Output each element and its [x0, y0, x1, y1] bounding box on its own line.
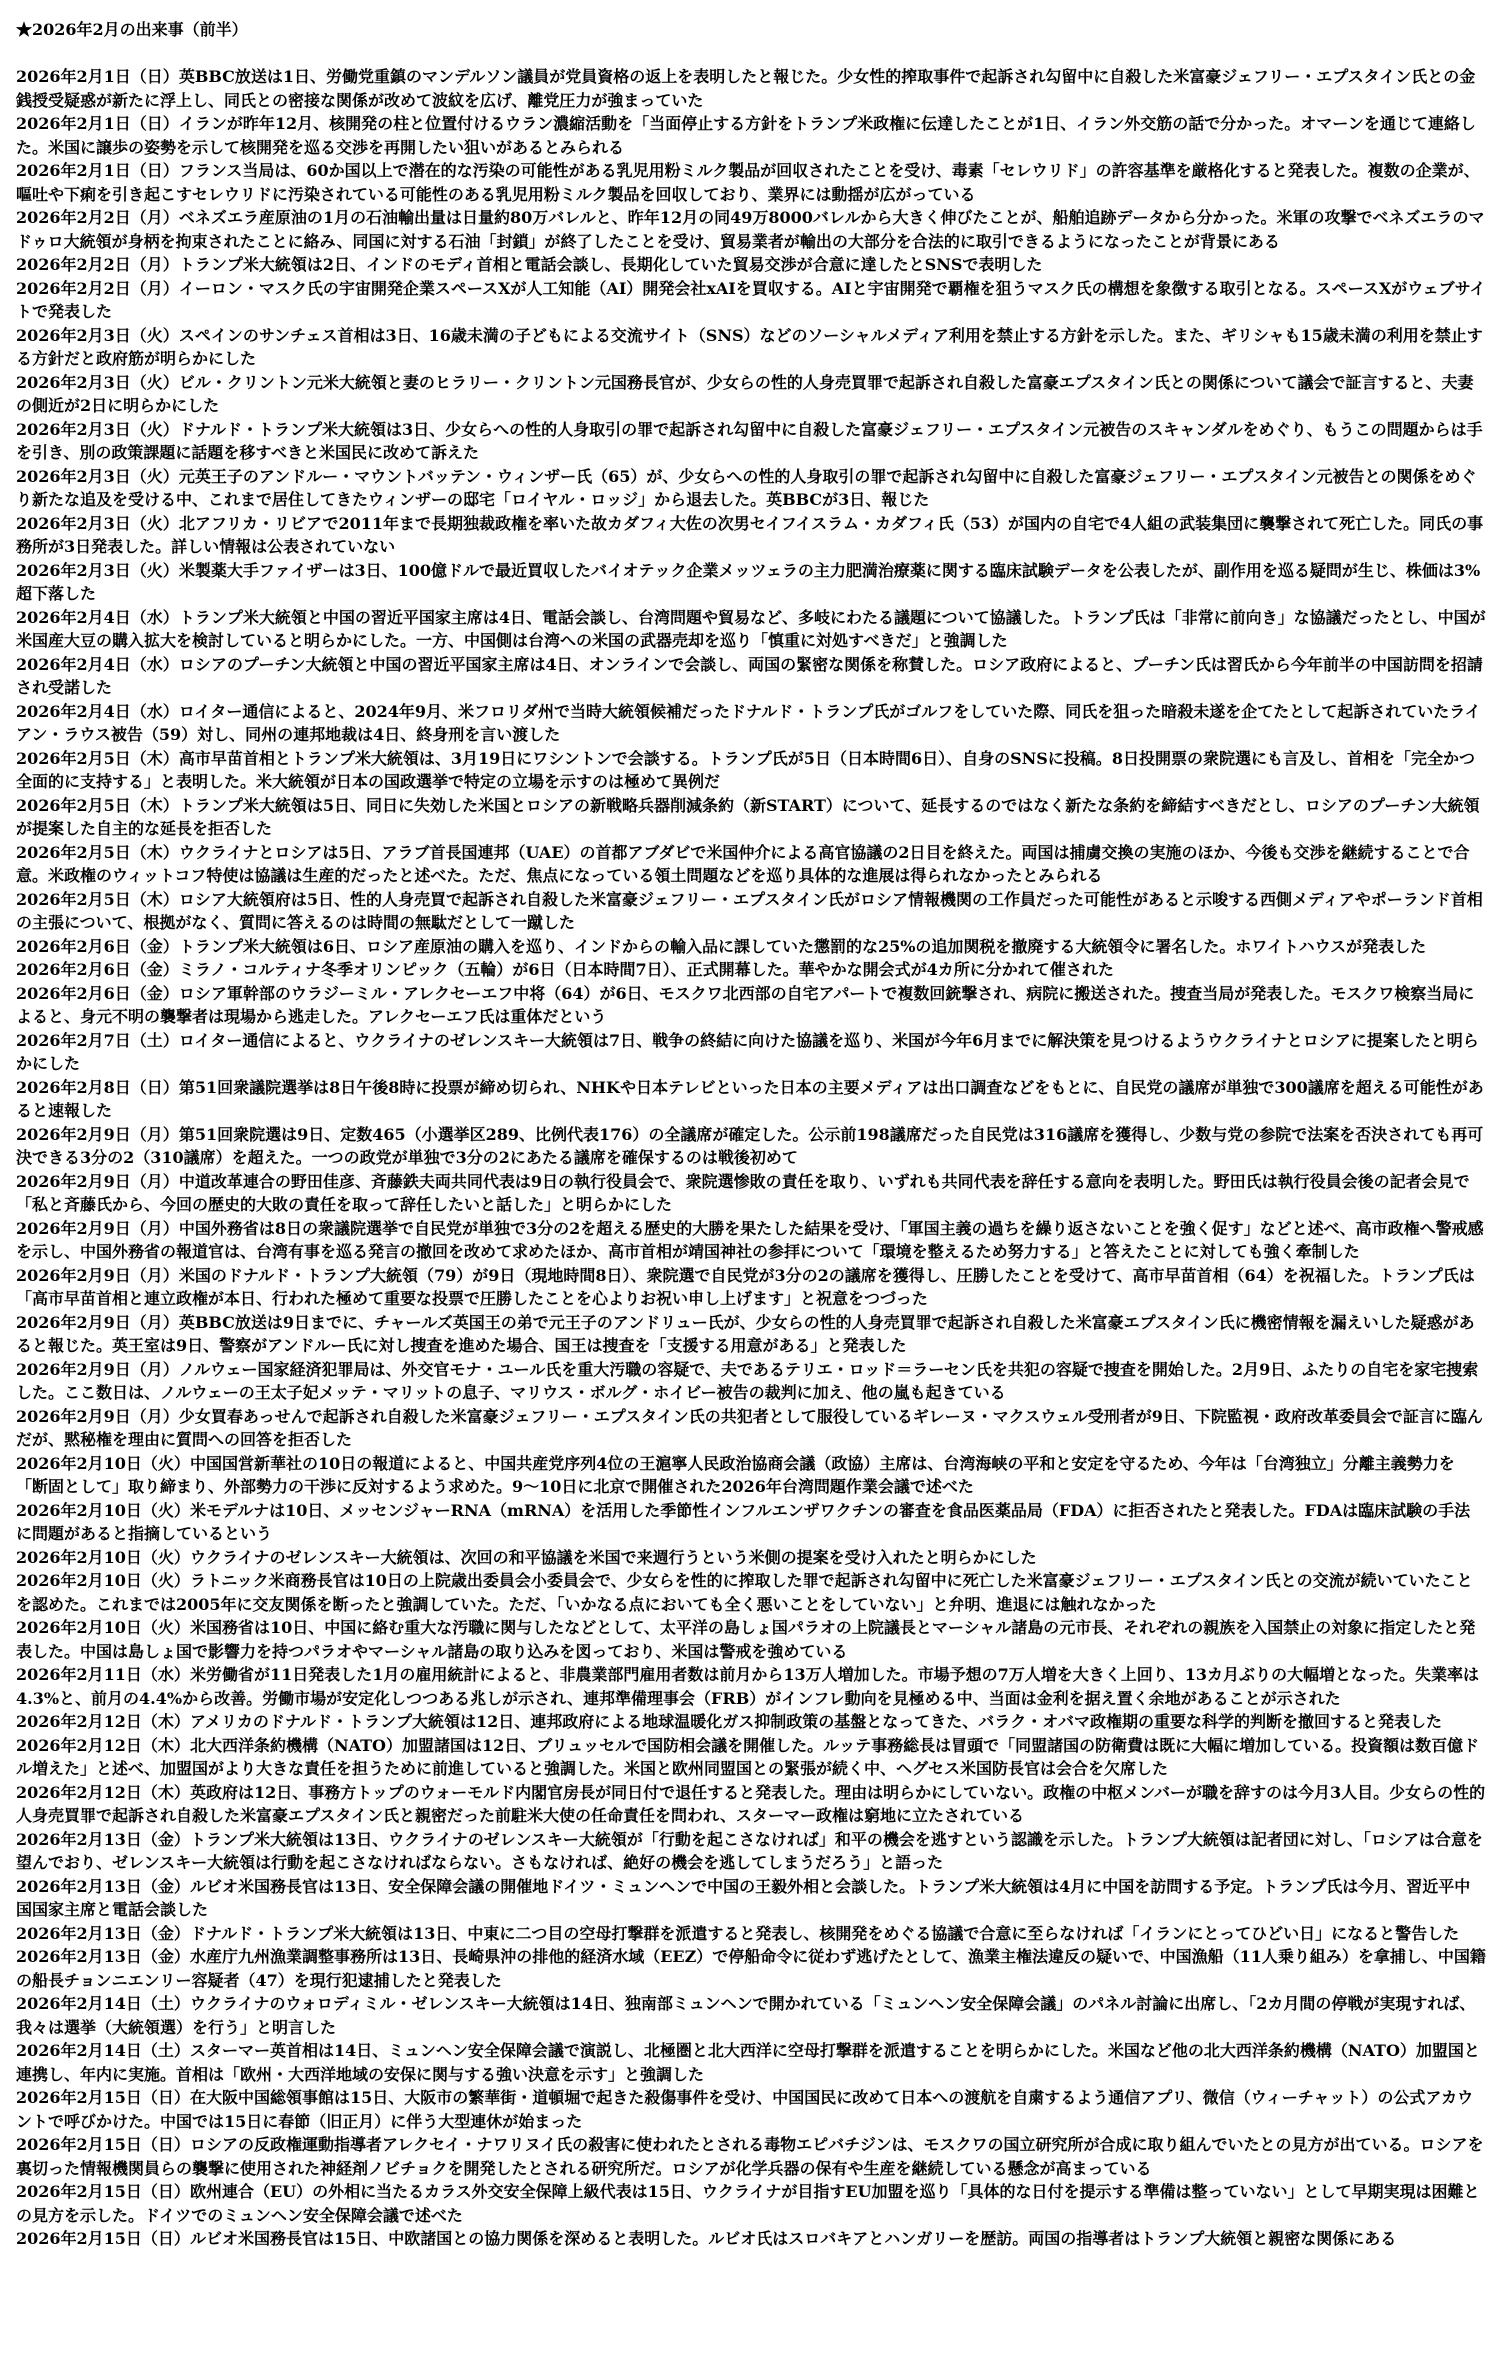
- event-entry: [16, 1992, 1486, 2039]
- event-entry: [16, 2180, 1486, 2227]
- event-entry: [16, 1875, 1486, 1922]
- event-text: 米製薬大手ファイザーは3日、100億ドルで最近買収したバイオテック企業メッツェラの主力肥満治療薬に関する臨床試験データを公表したが、副作用を巡る疑問が生じ、株価は3%超下落した: [16, 560, 1481, 603]
- event-entry: [16, 958, 1486, 982]
- event-date: 2026年2月14日（土）: [16, 1994, 190, 2013]
- event-date: 2026年2月5日（木）: [16, 748, 179, 768]
- event-date: 2026年2月5日（木）: [16, 842, 179, 862]
- event-text: ラトニック米商務長官は10日の上院歳出委員会小委員会で、少女らを性的に搾取した罪で起訴され勾留中に死亡した米富豪ジェフリー・エプスタイン氏との交流が続いていたことを認めた。これまでは2005年に交友関係を断ったと強調していた。ただ、「いかなる点においても全く悪いことをしていない」と弁明、進退には触れなかった: [16, 1571, 1473, 1614]
- event-entry: [16, 888, 1486, 935]
- event-entry: [16, 1945, 1486, 1992]
- event-entry: [16, 1452, 1486, 1499]
- event-entry: [16, 1123, 1486, 1170]
- event-date: 2026年2月2日（月）: [16, 278, 179, 298]
- event-text: ルビオ米国務長官は13日、安全保障会議の開催地ドイツ・ミュンヘンで中国の王毅外相と会談した。トランプ米大統領は4月に中国を訪問する予定。トランプ氏は今月、習近平中国国家主席と電話会談した: [16, 1876, 1471, 1919]
- event-entry: [16, 935, 1486, 959]
- event-date: 2026年2月12日（木）: [16, 1735, 190, 1755]
- event-date: 2026年2月9日（月）: [16, 1171, 179, 1191]
- event-date: 2026年2月4日（水）: [16, 607, 179, 627]
- event-text: アメリカのドナルド・トランプ大統領は12日、連邦政府による地球温暖化ガス抑制政策の基盤となってきた、バラク・オバマ政権期の重要な科学的判断を撤回すると発表した: [189, 1712, 1442, 1731]
- event-entry: [16, 1499, 1486, 1546]
- event-text: 米モデルナは10日、メッセンジャーRNA（mRNA）を活用した季節性インフルエンザワクチンの審査を食品医薬品局（FDA）に拒否されたと発表した。FDAは臨床試験の手法に問題があると指摘しているという: [16, 1500, 1471, 1543]
- event-text: 水産庁九州漁業調整事務所は13日、長崎県沖の排他的経済水域（EEZ）で停船命令に従わず逃げたとして、漁業主権法違反の疑いで、中国漁船（11人乗り組み）を拿捕し、中国籍の船長チョンニエンリー容疑者（47）を現行犯逮捕したと発表した: [16, 1947, 1486, 1990]
- event-entry: [16, 2086, 1486, 2133]
- page-title: ★2026年2月の出来事（前半）: [16, 20, 248, 39]
- event-date: 2026年2月13日（金）: [16, 1947, 190, 1966]
- event-entry: [16, 324, 1486, 371]
- event-text: ノルウェー国家経済犯罪局は、外交官モナ・ユール氏を重大汚職の容疑で、夫であるテリエ・ロッド＝ラーセン氏を共犯の容疑で捜査を開始した。2月9日、ふたりの自宅を家宅捜索した。ここ数日は、ノルウェーの王太子妃メッテ・マリットの息子、マリウス・ボルグ・ホイビー被告の裁判に加え、他の嵐も起きている: [16, 1359, 1479, 1402]
- event-text: ドナルド・トランプ米大統領は13日、中東に二つ目の空母打撃群を派遣すると発表し、核開発をめぐる協議で合意に至らなければ「イランにとってひどい日」になると警告した: [189, 1923, 1460, 1943]
- event-entry: [16, 1616, 1486, 1663]
- event-date: 2026年2月6日（金）: [16, 983, 179, 1003]
- event-date: 2026年2月1日（日）: [16, 67, 179, 86]
- event-entry: [16, 65, 1486, 112]
- event-date: 2026年2月6日（金）: [16, 936, 179, 956]
- event-date: 2026年2月7日（土）: [16, 1030, 179, 1050]
- event-date: 2026年2月4日（水）: [16, 701, 179, 721]
- event-text: 北大西洋条約機構（NATO）加盟諸国は12日、ブリュッセルで国防相会議を開催した。ルッテ事務総長は冒頭で「同盟諸国の防衛費は既に大幅に増加している。投資額は数百億ドル増えた」と述べ、加盟国がより大きな責任を担うために前進していると強調した。米国と欧州同盟国との緊張が続く中、ヘグセス米国防長官は会合を欠席した: [16, 1735, 1480, 1778]
- event-text: スペインのサンチェス首相は3日、16歳未満の子どもによる交流サイト（SNS）などのソーシャルメディア利用を禁止する方針を示した。また、ギリシャも15歳未満の利用を禁止する方針だと政府筋が明らかにした: [16, 325, 1483, 368]
- event-text: イランが昨年12月、核開発の柱と位置付けるウラン濃縮活動を「当面停止する方針をトランプ米政権に伝達したことが1日、イラン外交筋の話で分かった。オマーンを通じて連絡した。米国に譲歩の姿勢を示して核開発を巡る交渉を再開したい狙いがあるとみられる: [16, 114, 1476, 157]
- event-date: 2026年2月9日（月）: [16, 1218, 179, 1238]
- event-entry: [16, 2039, 1486, 2086]
- event-entry: [16, 2227, 1486, 2251]
- event-entry: [16, 1217, 1486, 1264]
- event-entry: [16, 1781, 1486, 1828]
- event-entry: [16, 1922, 1486, 1946]
- event-date: 2026年2月13日（金）: [16, 1829, 190, 1849]
- event-date: 2026年2月11日（水）: [16, 1665, 190, 1684]
- event-entry: [16, 653, 1486, 700]
- event-date: 2026年2月9日（月）: [16, 1265, 179, 1285]
- event-text: トランプ米大統領は6日、ロシア産原油の購入を巡り、インドからの輸入品に課していた懲罰的な25%の追加関税を撤廃する大統領令に署名した。ホワイトハウスが発表した: [178, 936, 1427, 956]
- event-entry: [16, 1663, 1486, 1710]
- event-entry: [16, 1076, 1486, 1123]
- event-date: 2026年2月3日（火）: [16, 466, 179, 486]
- event-text: 米国務省は10日、中国に絡む重大な汚職に関与したなどとして、太平洋の島しょ国パラオの上院議長とマーシャル諸島の元市長、それぞれの親族を入国禁止の対象に指定したと発表した。中国は島しょ国で影響力を持つパラオやマーシャル諸島の取り込みを図っており、米国は警戒を強めている: [16, 1618, 1476, 1661]
- event-entry: [16, 512, 1486, 559]
- event-date: 2026年2月3日（火）: [16, 419, 179, 439]
- event-text: トランプ米大統領は2日、インドのモディ首相と電話会談し、長期化していた貿易交渉が合意に達したとSNSで表明した: [178, 255, 1043, 274]
- event-date: 2026年2月15日（日）: [16, 2135, 190, 2154]
- event-date: 2026年2月9日（月）: [16, 1359, 179, 1379]
- event-entry: [16, 159, 1486, 206]
- event-date: 2026年2月15日（日）: [16, 2088, 190, 2107]
- event-date: 2026年2月2日（月）: [16, 208, 179, 227]
- event-text: トランプ米大統領と中国の習近平国家主席は4日、電話会談し、台湾問題や貿易など、多岐にわたる議題について協議した。トランプ氏は「非常に前向き」な協議だったとし、中国が米国産大豆の購入拡大を検討していると明らかにした。一方、中国側は台湾への米国の武器売却を巡り「慎重に対処すべきだ」と強調した: [16, 607, 1486, 650]
- event-date: 2026年2月6日（金）: [16, 960, 179, 979]
- event-date: 2026年2月9日（月）: [16, 1312, 179, 1332]
- event-entry: [16, 1405, 1486, 1452]
- event-text: イーロン・マスク氏の宇宙開発企業スペースXが人工知能（AI）開発会社xAIを買収する。AIと宇宙開発で覇権を狙うマスク氏の構想を象徴する取引となる。スペースXがウェブサイトで発表した: [16, 278, 1486, 321]
- event-text: ロシアのプーチン大統領と中国の習近平国家主席は4日、オンラインで会談し、両国の緊密な関係を称賛した。ロシア政府によると、プーチン氏は習氏から今年前半の中国訪問を招請され受諾した: [16, 654, 1483, 697]
- event-entry: [16, 1311, 1486, 1358]
- event-entry: [16, 841, 1486, 888]
- event-text: 第51回衆議院選挙は8日午後8時に投票が締め切られ、NHKや日本テレビといった日本の主要メディアは出口調査などをもとに、自民党の議席が単独で300議席を超える可能性があると速報した: [16, 1077, 1484, 1120]
- event-text: 高市早苗首相とトランプ米大統領は、3月19日にワシントンで会談する。トランプ氏が5日（日本時間6日）、自身のSNSに投稿。8日投開票の衆院選にも言及し、首相を「完全かつ全面的に支持する」と表明した。米大統領が日本の国政選挙で特定の立場を示すのは極めて異例だ: [16, 748, 1475, 791]
- event-entry: [16, 1170, 1486, 1217]
- event-date: 2026年2月15日（日）: [16, 2182, 190, 2201]
- event-entry: [16, 277, 1486, 324]
- event-entry: [16, 1358, 1486, 1405]
- event-text: トランプ米大統領は5日、同日に失効した米国とロシアの新戦略兵器削減条約（新START）について、延長するのではなく新たな条約を締結すべきだとし、ロシアのプーチン大統領が提案した自主的な延長を拒否した: [16, 795, 1480, 838]
- event-date: 2026年2月10日（火）: [16, 1618, 190, 1637]
- event-text: ウクライナのゼレンスキー大統領は、次回の和平協議を米国で来週行うという米側の提案を受け入れたと明らかにした: [189, 1547, 1037, 1567]
- event-entry: [16, 1546, 1486, 1570]
- event-date: 2026年2月9日（月）: [16, 1124, 179, 1144]
- event-text: 米労働省が11日発表した1月の雇用統計によると、非農業部門雇用者数は前月から13万人増加した。市場予想の7万人増を大きく上回り、13カ月ぶりの大幅増となった。失業率は4.3%と、前月の4.4%から改善。労働市場が安定化しつつある兆しが示され、連邦準備理事会（FRB）がインフレ動向を見極める中、当面は金利を据え置く余地があることが示された: [16, 1665, 1480, 1708]
- event-entry: [16, 206, 1486, 253]
- event-text: ロイター通信によると、ウクライナのゼレンスキー大統領は7日、戦争の終結に向けた協議を巡り、米国が今年6月までに解決策を見つけるようウクライナとロシアに提案したと明らかにした: [16, 1030, 1479, 1073]
- event-date: 2026年2月8日（日）: [16, 1077, 179, 1097]
- event-entry: [16, 1828, 1486, 1875]
- event-date: 2026年2月13日（金）: [16, 1876, 190, 1896]
- event-text: フランス当局は、60か国以上で潜在的な汚染の可能性がある乳児用粉ミルク製品が回収されたことを受け、毒素「セレウリド」の許容基準を厳格化すると発表した。複数の企業が、嘔吐や下痢を引き起こすセレウリドに汚染されている可能性のある乳児用粉ミルク製品を回収しており、業界には動揺が広がっている: [16, 161, 1480, 204]
- event-date: 2026年2月10日（火）: [16, 1500, 190, 1520]
- event-entry: [16, 465, 1486, 512]
- event-entry: [16, 794, 1486, 841]
- event-list: [16, 65, 1486, 2251]
- event-entry: [16, 559, 1486, 606]
- event-text: 中道改革連合の野田佳彦、斉藤鉄夫両共同代表は9日の執行役員会で、衆院選惨敗の責任を取り、いずれも共同代表を辞任する意向を表明した。野田氏は執行役員会後の記者会見で「私と斉藤氏から、今回の歴史的大敗の責任を取って辞任したいと話した」と明らかにした: [16, 1171, 1470, 1214]
- event-text: トランプ米大統領は13日、ウクライナのゼレンスキー大統領が「行動を起こさなければ」和平の機会を逃すという認識を示した。トランプ大統領は記者団に対し、「ロシアは合意を望んでおり、ゼレンスキー大統領は行動を起こさなければならない。さもなければ、絶好の機会を逃してしまうだろう」と語った: [16, 1829, 1483, 1872]
- event-date: 2026年2月5日（木）: [16, 889, 179, 909]
- event-date: 2026年2月12日（木）: [16, 1712, 190, 1731]
- event-date: 2026年2月5日（木）: [16, 795, 179, 815]
- event-entry: [16, 1264, 1486, 1311]
- event-text: 英BBC放送は9日までに、チャールズ英国王の弟で元王子のアンドリュー氏が、少女らの性的人身売買罪で起訴され自殺した米富豪エプスタイン氏に機密情報を漏えいした疑惑があると報じた。英王室は9日、警察がアンドルー氏に対し捜査を進めた場合、国王は捜査を「支援する用意がある」と発表した: [16, 1312, 1475, 1355]
- event-text: 英BBC放送は1日、労働党重鎮のマンデルソン議員が党員資格の返上を表明したと報じた。少女性的搾取事件で起訴され勾留中に自殺した米富豪ジェフリー・エプスタイン氏との金銭授受疑惑が新たに浮上し、同氏との密接な関係が改めて波紋を広げ、離党圧力が強まっていた: [16, 67, 1476, 110]
- event-entry: [16, 418, 1486, 465]
- event-date: 2026年2月3日（火）: [16, 513, 179, 533]
- event-text: 北アフリカ・リビアで2011年まで長期独裁政権を率いた故カダフィ大佐の次男セイフイスラム・カダフィ氏（53）が国内の自宅で4人組の武装集団に襲撃されて死亡した。同氏の事務所が3日発表した。詳しい情報は公表されていない: [16, 513, 1484, 556]
- event-date: 2026年2月3日（火）: [16, 372, 179, 392]
- event-date: 2026年2月13日（金）: [16, 1923, 190, 1943]
- event-date: 2026年2月4日（水）: [16, 654, 179, 674]
- event-entry: [16, 1029, 1486, 1076]
- event-entry: [16, 1734, 1486, 1781]
- event-text: 中国国営新華社の10日の報道によると、中国共産党序列4位の王滬寧人民政治協商会議（政協）主席は、台湾海峡の平和と安定を守るため、今年は「台湾独立」分離主義勢力を「断固として」取り締まり、外部勢力の干渉に反対するよう求めた。9～10日に北京で開催された2026年台湾問題作業会議で述べた: [16, 1453, 1455, 1496]
- event-text: ロシアの反政権運動指導者アレクセイ・ナワリヌイ氏の殺害に使われたとされる毒物エピバチジンは、モスクワの国立研究所が合成に取り組んでいたとの見方が出ている。ロシアを裏切った情報機関員らの襲撃に使用された神経剤ノビチョクを開発したとされる研究所だ。ロシアが化学兵器の保有や生産を継続している懸念が高まっている: [16, 2135, 1484, 2178]
- event-text: スターマー英首相は14日、ミュンヘン安全保障会議で演説し、北極圏と北大西洋に空母打撃群を派遣することを明らかにした。米国など他の北大西洋条約機構（NATO）加盟国と連携し、年内に実施。首相は「欧州・大西洋地域の安保に関与する強い決意を示す」と強調した: [16, 2041, 1480, 2084]
- event-text: 少女買春あっせんで起訴され自殺した米富豪ジェフリー・エプスタイン氏の共犯者として服役しているギレーヌ・マクスウェル受刑者が9日、下院監視・政府改革委員会で証言に臨んだが、黙秘権を理由に質問への回答を拒否した: [16, 1406, 1483, 1449]
- event-entry: [16, 2133, 1486, 2180]
- event-date: 2026年2月14日（土）: [16, 2041, 190, 2060]
- event-text: ロシア軍幹部のウラジーミル・アレクセーエフ中将（64）が6日、モスクワ北西部の自宅アパートで複数回銃撃され、病院に搬送された。捜査当局が発表した。モスクワ検察当局によると、身元不明の襲撃者は現場から逃走した。アレクセーエフ氏は重体だという: [16, 983, 1475, 1026]
- event-date: 2026年2月12日（木）: [16, 1782, 190, 1802]
- event-date: 2026年2月9日（月）: [16, 1406, 179, 1426]
- event-date: 2026年2月10日（火）: [16, 1547, 190, 1567]
- event-entry: [16, 253, 1486, 277]
- event-text: ロイター通信によると、2024年9月、米フロリダ州で当時大統領候補だったドナルド・トランプ氏がゴルフをしていた際、同氏を狙った暗殺未遂を企てたとして起訴されていたライアン・ラウス被告（59）対し、同州の連邦地裁は4日、終身刑を言い渡した: [16, 701, 1481, 744]
- event-entry: [16, 1569, 1486, 1616]
- event-text: 第51回衆院選は9日、定数465（小選挙区289、比例代表176）の全議席が確定した。公示前198議席だった自民党は316議席を獲得し、少数与党の参院で法案を否決されても再可決できる3分の2（310議席）を超えた。一つの政党が単独で3分の2にあたる議席を確保するのは戦後初めて: [16, 1124, 1484, 1167]
- event-text: ビル・クリントン元米大統領と妻のヒラリー・クリントン元国務長官が、少女らの性的人身売買罪で起訴され自殺した富豪エプスタイン氏との関係について議会で証言すると、夫妻の側近が2日に明らかにした: [16, 372, 1474, 415]
- event-text: ミラノ・コルティナ冬季オリンピック（五輪）が6日（日本時間7日）、正式開幕した。華やかな開会式が4カ所に分かれて催された: [178, 960, 1114, 979]
- event-text: ウクライナのウォロディミル・ゼレンスキー大統領は14日、独南部ミュンヘンで開かれている「ミュンヘン安全保障会議」のパネル討論に出席し、「2カ月間の停戦が実現すれば、我々は選挙（大統領選）を行う」と明言した: [16, 1994, 1476, 2037]
- event-date: 2026年2月1日（日）: [16, 114, 179, 133]
- event-text: 米国のドナルド・トランプ大統領（79）が9日（現地時間8日）、衆院選で自民党が3分の2の議席を獲得し、圧勝したことを受けて、高市早苗首相（64）を祝福した。トランプ氏は「高市早苗首相と連立政権が本日、行われた極めて重要な投票で圧勝したことを心よりお祝い申し上げます」と祝意をつづった: [16, 1265, 1475, 1308]
- event-entry: [16, 747, 1486, 794]
- event-date: 2026年2月1日（日）: [16, 161, 179, 180]
- event-text: 英政府は12日、事務方トップのウォーモルド内閣官房長が同日付で退任すると発表した。理由は明らかにしていない。政権の中枢メンバーが職を辞すのは今月3人目。少女らの性的人身売買罪で起訴され自殺した米富豪エプスタイン氏と親密だった前駐米大使の任命責任を問われ、スターマー政権は窮地に立たされている: [16, 1782, 1486, 1825]
- event-entry: [16, 1710, 1486, 1734]
- event-date: 2026年2月2日（月）: [16, 255, 179, 274]
- event-text: ベネズエラ産原油の1月の石油輸出量は日量約80万バレルと、昨年12月の同49万8000バレルから大きく伸びたことが、船舶追跡データから分かった。米軍の攻撃でベネズエラのマドゥロ大統領が身柄を拘束されたことに絡み、同国に対する石油「封鎖」が終了したことを受け、貿易業者が輸出の大部分を合法的に取引できるようになったことが背景にある: [16, 208, 1485, 251]
- event-text: 在大阪中国総領事館は15日、大阪市の繁華街・道頓堀で起きた殺傷事件を受け、中国国民に改めて日本への渡航を自粛するよう通信アプリ、微信（ウィーチャット）の公式アカウントで呼びかけた。中国では15日に春節（旧正月）に伴う大型連休が始まった: [16, 2088, 1474, 2131]
- event-date: 2026年2月15日（日）: [16, 2229, 190, 2248]
- event-text: 中国外務省は8日の衆議院選挙で自民党が単独で3分の2を超える歴史的大勝を果たした結果を受け、「軍国主義の過ちを繰り返さないことを強く促す」などと述べ、高市政権へ警戒感を示し、中国外務省の報道官は、台湾有事を巡る発言の撤回を改めて求めたほか、高市首相が靖国神社の参拝について「環境を整えるため努力する」と答えたことに対しても強く牽制した: [16, 1218, 1484, 1261]
- event-text: ルビオ米国務長官は15日、中欧諸国との協力関係を深めると表明した。ルビオ氏はスロバキアとハンガリーを歴訪。両国の指導者はトランプ大統領と親密な関係にある: [189, 2229, 1397, 2248]
- event-date: 2026年2月3日（火）: [16, 325, 179, 345]
- event-text: 欧州連合（EU）の外相に当たるカラス外交安全保障上級代表は15日、ウクライナが目指すEU加盟を巡り「具体的な日付を提示する準備は整っていない」として早期実現は困難との見方を示した。ドイツでのミュンヘン安全保障会議で述べた: [16, 2182, 1480, 2225]
- event-date: 2026年2月10日（火）: [16, 1571, 190, 1590]
- event-text: ドナルド・トランプ米大統領は3日、少女らへの性的人身取引の罪で起訴され勾留中に自殺した富豪ジェフリー・エプスタイン元被告のスキャンダルをめぐり、もうこの問題からは手を引き、別の政策課題に話題を移すべきと米国民に改めて訴えた: [16, 419, 1483, 462]
- event-entry: [16, 982, 1486, 1029]
- title-spacer: [16, 42, 1486, 66]
- event-entry: [16, 112, 1486, 159]
- event-text: ウクライナとロシアは5日、アラブ首長国連邦（UAE）の首都アブダビで米国仲介による高官協議の2日目を終えた。両国は捕虜交換の実施のほか、今後も交渉を継続することで合意。米政権のウィットコフ特使は協議は生産的だったと述べた。ただ、焦点になっている領土問題などを巡り具体的な進展は得られなかったとみられる: [16, 842, 1470, 885]
- event-entry: [16, 371, 1486, 418]
- event-date: 2026年2月3日（火）: [16, 560, 179, 580]
- event-date: 2026年2月10日（火）: [16, 1453, 190, 1473]
- event-entry: [16, 606, 1486, 653]
- event-text: 元英王子のアンドルー・マウントバッテン・ウィンザー氏（65）が、少女らへの性的人身取引の罪で起訴され勾留中に自殺した富豪ジェフリー・エプスタイン元被告との関係をめぐり新たな追及を受ける中、これまで居住してきたウィンザーの邸宅「ロイヤル・ロッジ」から退去した。英BBCが3日、報じた: [16, 466, 1477, 509]
- event-entry: [16, 700, 1486, 747]
- event-text: ロシア大統領府は5日、性的人身売買で起訴され自殺した米富豪ジェフリー・エプスタイン氏がロシア情報機関の工作員だった可能性があると示唆する西側メディアやポーランド首相の主張について、根拠がなく、質問に答えるのは時間の無駄だとして一蹴した: [16, 889, 1483, 932]
